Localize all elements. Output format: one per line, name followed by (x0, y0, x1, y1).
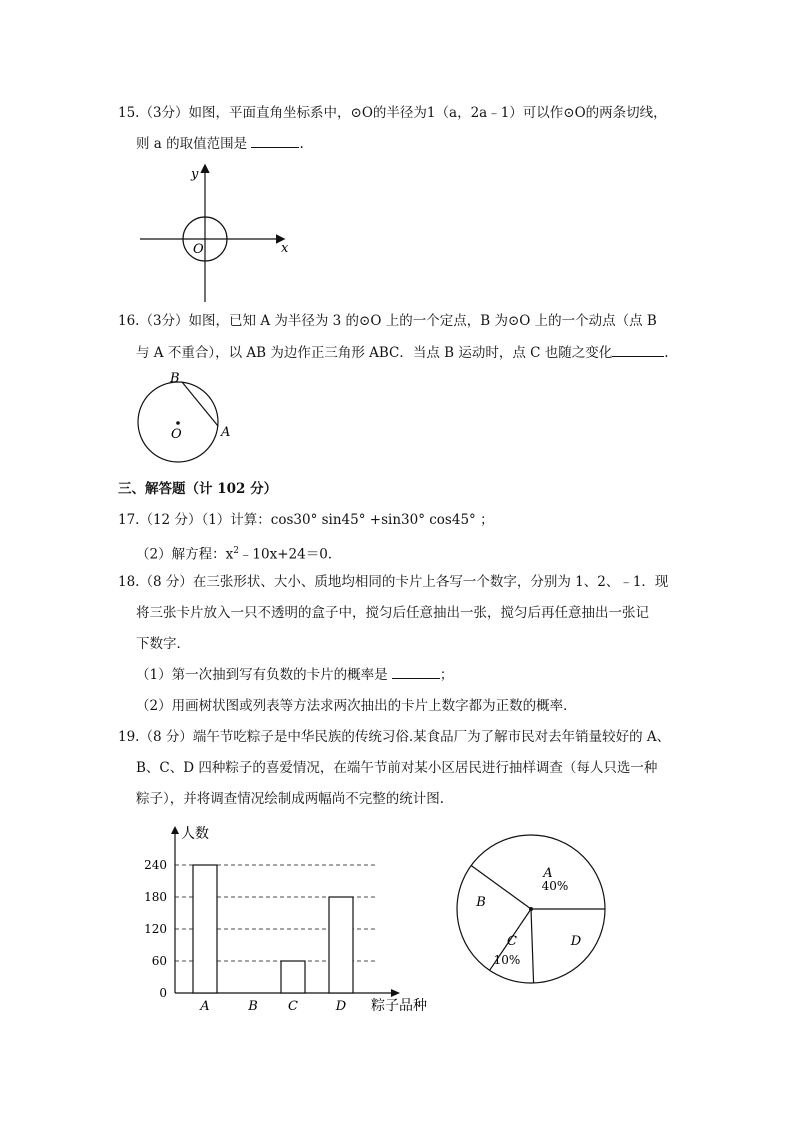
pie-slice-label-C: C (507, 934, 517, 949)
bar-y-tick-label: 180 (144, 890, 167, 904)
bar-y-axis-title: 人数 (181, 826, 209, 842)
pie-chart (455, 830, 615, 990)
pie-slice-label-A: A (543, 866, 553, 881)
q18-line4 (136, 666, 453, 684)
q16-line2-suffix: . (664, 345, 669, 361)
q15-line2 (136, 135, 304, 153)
q18-line3: 下数字． (136, 636, 190, 652)
q15-y-label: y (191, 167, 199, 182)
q17-line1: 17.（12 分）（1）计算：cos30° sin45° +sin30° cos45° ； (118, 512, 494, 528)
bar-y-axis-arrow (171, 826, 179, 834)
pie-slice-percent: 10% (493, 953, 521, 967)
bar-x-axis-title: 粽子品种 (371, 998, 427, 1014)
q16-figure (136, 370, 246, 470)
q18-answer-blank[interactable] (392, 666, 440, 679)
q18-line2: 将三张卡片放入一只不透明的盒子中，搅匀后任意抽出一张，搅匀后再任意抽出一张记 (136, 605, 649, 621)
q15-figure (135, 160, 295, 308)
q19-line3: 粽子），并将调查情况绘制成两幅尚不完整的统计图. (136, 791, 445, 807)
q15-origin-label: O (193, 242, 204, 257)
q16-line1: 16.（3分）如图，已知 A 为半径为 3 的⊙O 上的一个定点，B 为⊙O 上的一个动点（点 B (118, 313, 657, 329)
bar-C (281, 961, 305, 993)
q16-line2-prefix: 与 A 不重合），以 AB 为边作正三角形 ABC．当点 B 运动时，点 C 也随之变化 (136, 345, 613, 361)
pie-slice-label-B: B (476, 895, 486, 910)
q17-line2-prefix: （2）解方程：x (136, 546, 234, 563)
q18-line4-prefix: （1）第一次抽到写有负数的卡片的概率是 (136, 667, 388, 683)
q16-label-o: O (171, 427, 182, 442)
q16-answer-blank[interactable] (612, 344, 664, 357)
section-3-heading: 三、解答题（计 102 分） (118, 481, 278, 497)
q16-label-a: A (221, 425, 231, 440)
pie-center-dot (529, 907, 533, 911)
q19-line1: 19.（8 分）端午节吃粽子是中华民族的传统习俗.某食品厂为了解市民对去年销量较好的 A、 (118, 729, 671, 745)
q15-line2-suffix: . (299, 136, 304, 152)
bar-y-tick-label: 60 (151, 954, 167, 968)
q16-label-b: B (170, 371, 180, 386)
q18-line1: 18.（8 分）在三张形状、大小、质地均相同的卡片上各写一个数字，分别为 1、2、﹣1．现 (118, 574, 669, 590)
pie-slice-percent: 40% (541, 879, 569, 893)
bar-category-label: D (335, 999, 347, 1014)
q15-answer-blank[interactable] (251, 135, 299, 148)
q17-line2-suffix: ﹣10x+24＝0. (238, 546, 333, 563)
q15-line1: 15.（3分）如图，平面直角坐标系中，⊙O的半径为1（a，2a﹣1）可以作⊙O的两条切线， (118, 105, 667, 121)
q18-line4-suffix: ； (439, 667, 454, 683)
q18-line5: （2）用画树状图或列表等方法求两次抽出的卡片上数字都为正数的概率． (136, 698, 577, 714)
q16-center-dot (176, 421, 180, 425)
bar-y-tick-label: 240 (144, 858, 167, 872)
bar-category-label: C (288, 999, 298, 1014)
q16-line2 (136, 344, 669, 362)
q15-x-label: x (281, 241, 289, 256)
q17-line2 (136, 542, 332, 564)
bar-chart (135, 820, 445, 1020)
q19-line2: B、C、D 四种粽子的喜爱情况，在端午节前对某小区居民进行抽样调查（每人只选一种 (136, 760, 658, 776)
bar-category-label: B (248, 999, 258, 1014)
pie-slice-boundary (531, 909, 534, 983)
bar-x-axis-arrow (391, 989, 400, 997)
bar-category-label: A (200, 999, 210, 1014)
bar-y-tick-label: 120 (144, 922, 167, 936)
bar-A (193, 865, 217, 993)
q15-line2-prefix: 则 a 的取值范围是 (136, 136, 248, 152)
bar-D (329, 897, 353, 993)
bar-y-tick-label: 0 (159, 986, 167, 1000)
q17-exponent: 2 (233, 546, 239, 556)
pie-slice-label-D: D (570, 934, 582, 949)
